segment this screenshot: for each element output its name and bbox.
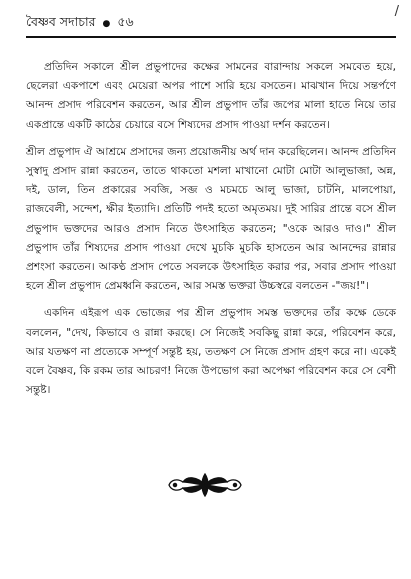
floral-ornament-icon (165, 470, 245, 500)
paragraph-3: একদিন এইরূপ এক ভোজের পর শ্রীল প্রভুপাদ সমস্ত ভক্তদের তাঁর কক্ষে ডেকে বললেন, "দেখ, কিভাবে ও রান্না করছে। সে নিজেই সবকিছু রান্না করে, পরিবেশন করে, আর যতক্ষণ না প্রত্যেকে সম্পূর্ণ সন্তুষ্ট হয়, ততক্ষণ সে নিজে প্রসাদ গ্রহণ করে না। একেই বলে বৈষ্ণব, কি রকম তার আচরণ! নিজে উপভোগ করা অপেক্ষা পরিবেশন করে সে বেশী সন্তুষ্ট। (26, 307, 396, 397)
book-title: বৈষ্ণব সদাচার (26, 14, 96, 29)
body-text (26, 58, 396, 408)
header-line (26, 14, 396, 32)
paragraph-1: প্রতিদিন সকালে শ্রীল প্রভুপাদের কক্ষের সামনের বারান্দায় সকলে সমবেত হয়ে, ছেলেরা একপাশে এবং মেয়েরা অপর পাশে সারি হয়ে বসতেন। মাঝখান দিয়ে সন্তর্পণে আনন্দ প্রসাদ পরিবেশন করতেন, আর শ্রীল প্রভুপাদ তাঁর জপের মালা হাতে নিয়ে তার একপ্রান্তে একটি কাঠের চেয়ারে বসে শিষ্যদের প্রসাদ পাওয়া দর্শন করতেন। (26, 61, 396, 131)
ornament-svg (165, 470, 245, 500)
page-number: ৫৬ (117, 14, 134, 29)
header-separator: ● (102, 19, 111, 29)
running-header (26, 14, 396, 40)
header-rule (26, 36, 396, 38)
corner-mark: / (394, 4, 399, 19)
paragraph-2: শ্রীল প্রভুপাদ ঐ আশ্রমে প্রসাদের জন্য প্রয়োজনীয় অর্থ দান করেছিলেন। আনন্দ প্রতিদিন সুস্বাদু প্রসাদ রান্না করতেন, তাতে থাকতো মশলা মাখানো মোটা মোটা আলুভাজা, অন্ন, দই, ডাল, তিন প্রকারের সবজি, সব্জ ও মচমচে আলু ভাজা, চাটনি, মালপোয়া, রাজবেলী, সন্দেশ, ক্ষীর ইত্যাদি। প্রতিটি পদই হতো অমৃতময়। দুই সারির প্রান্তে বসে শ্রীল প্রভুপাদ ভক্তদের আরও প্রসাদ নিতে উৎসাহিত করতেন; "ওকে আরও দাও।" শ্রীল প্রভুপাদ তাঁর শিষ্যদের প্রসাদ পাওয়া দেখে মুচকি মুচকি হাসতেন আর আনন্দের রান্নার প্রশংসা করতেন। আকণ্ঠ প্রসাদ পেতে সবলকে উৎসাহিত করার পর, সবার প্রসাদ পাওয়া হলে শ্রীল প্রভুপাদ প্রেমধ্বনি করতেন, আর সমস্ত ভক্তরা উচ্চস্বরে বলতেন -"জয়!"। (26, 145, 396, 293)
